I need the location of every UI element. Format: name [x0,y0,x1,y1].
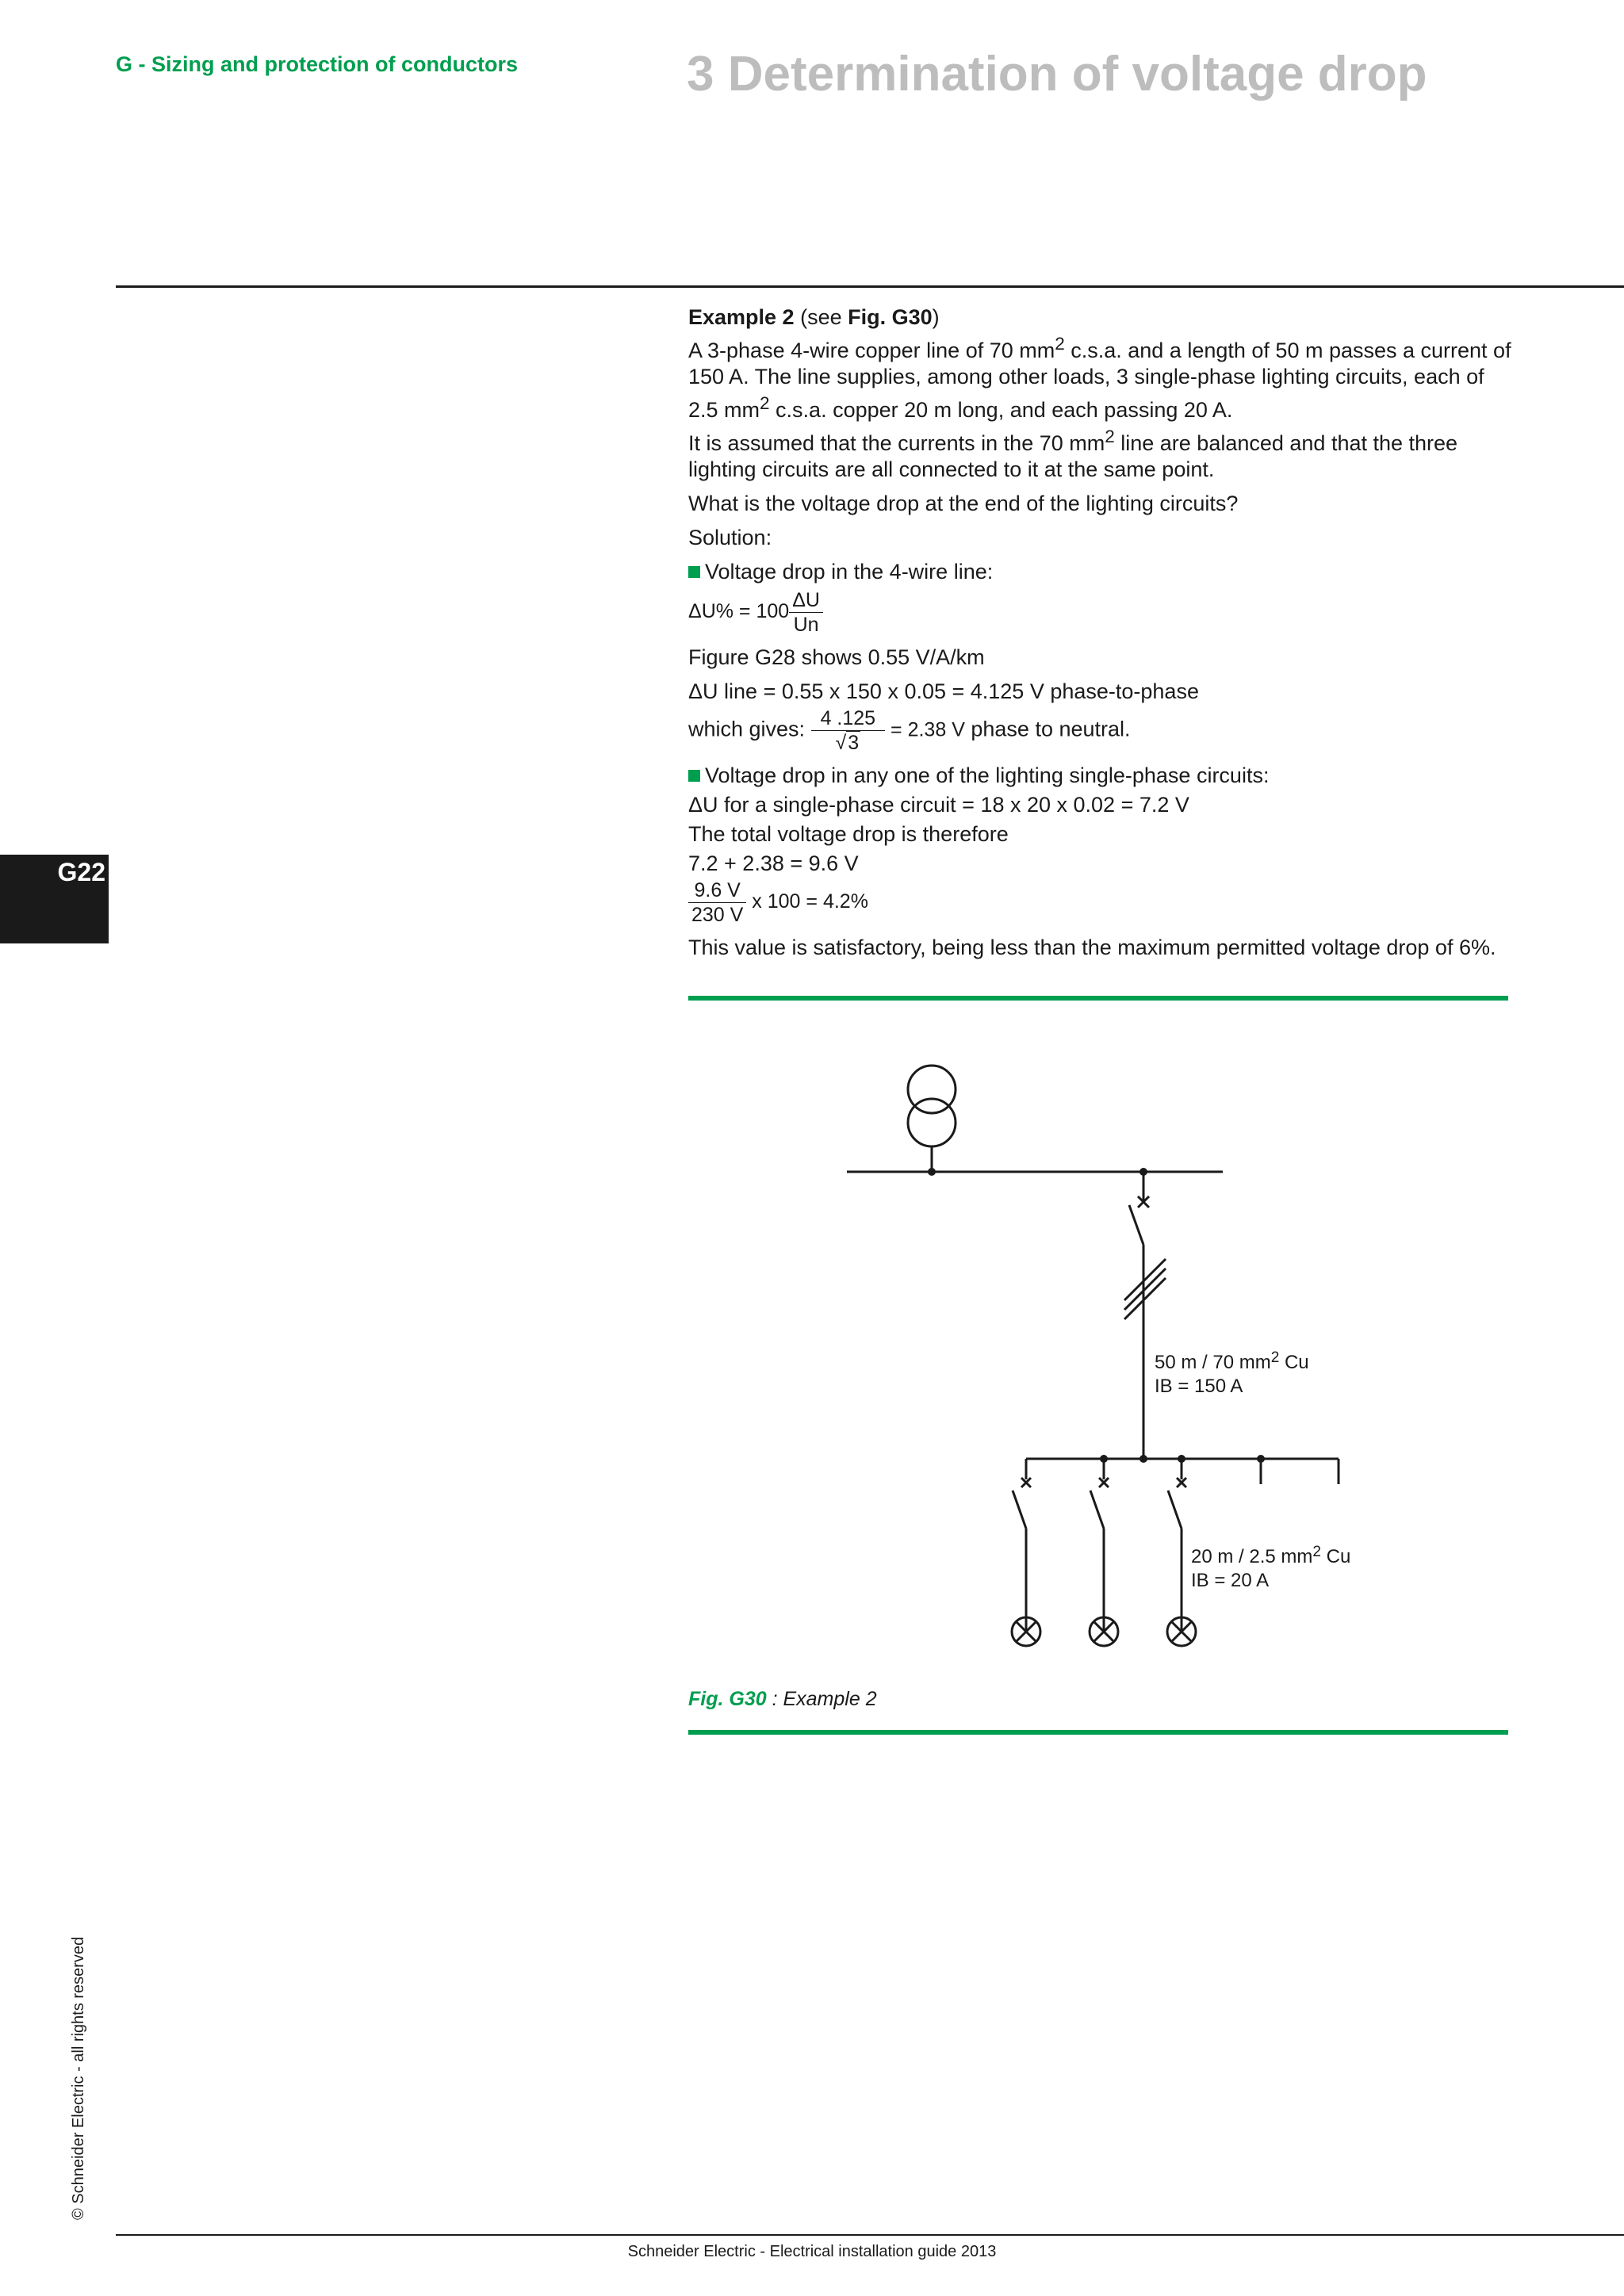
example-heading [688,304,1513,331]
bullet-square-icon [688,770,700,782]
delta-u-single: ΔU for a single-phase circuit = 18 x 20 x 0.02 = 7.2 V [688,793,1189,817]
conclusion: This value is satisfactory, being less than the maximum permitted voltage drop of 6%. [688,936,1496,959]
figure-reference: Fig. G30 [848,305,933,329]
text-run: line are balanced and that the three lighting circuits are all connected to it at the same point. [688,431,1458,481]
denominator: Un [793,614,819,636]
superscript: 2 [1055,334,1065,354]
chapter-title: 3 Determination of voltage drop [687,47,1427,101]
paragraph-assumption [688,423,1513,483]
page-number-tab [0,855,109,943]
example-body [688,304,1513,961]
figure-caption-text: : Example 2 [766,1688,877,1710]
example-title: Example 2 [688,305,795,329]
total-text: The total voltage drop is therefore [688,822,1009,846]
four-wire-tick-icon [1124,1278,1166,1319]
numerator: 9.6 V [688,878,746,903]
figure-ref: Fig. G30 [688,1688,767,1710]
text-run: It is assumed that the currents in the 70 mm [688,431,1105,455]
phase-neutral-formula [688,706,1513,755]
numerator: 4 .125 [811,706,886,731]
footer-text [0,2243,1624,2261]
footer-rule [116,2234,1624,2236]
bullet-four-wire [688,559,1513,585]
figure-caption [688,1688,877,1711]
solution-label: Solution: [688,526,772,549]
section-label: G - Sizing and protection of conductors [116,52,518,76]
percent-result-formula [688,878,1513,927]
superscript: 2 [1105,427,1115,446]
transformer-secondary-icon [908,1099,956,1146]
breaker-blade [1013,1490,1026,1529]
breaker-blade [1129,1205,1143,1245]
formula-rest: x 100 = 4.2% [746,890,868,913]
copyright-notice: © Schneider Electric - all rights reserved [70,1936,87,2220]
header-rule [116,285,1624,288]
formula-result: = 2.38 V [885,718,965,741]
figure-bottom-rule [688,1730,1508,1735]
gives-label: which gives: [688,717,811,741]
figure-g28-line: Figure G28 shows 0.55 V/A/km [688,645,985,669]
fraction [688,878,746,927]
numerator: ΔU [789,588,823,613]
four-wire-tick-icon [1124,1269,1166,1310]
total-sum: 7.2 + 2.38 = 9.6 V [688,851,859,875]
radicand: 3 [848,732,860,754]
see-text: (see [794,305,848,329]
junction-dot [1139,1168,1147,1176]
junction-dot [928,1168,936,1176]
bullet-text: Voltage drop in the 4-wire line: [705,560,994,584]
paragraph-line-description [688,331,1513,423]
formula-lhs: ΔU% = 100 [688,600,790,623]
branch-line-label: 20 m / 2.5 $mm^2$ Cu [1191,1544,1351,1567]
breaker-blade [1168,1490,1182,1529]
breaker-blade [1090,1490,1104,1529]
bullet-single-phase [688,763,1513,789]
footer-label: Schneider Electric - Electrical installation guide 2013 [627,2243,997,2260]
denominator [811,731,886,755]
circuit-diagram [825,1039,1380,1665]
junction-dot [1178,1455,1185,1463]
denominator: 230 V [691,904,744,926]
main-current-label: IB = 150 A [1155,1376,1243,1397]
four-wire-tick-icon [1124,1259,1166,1300]
paren-close: ) [932,305,940,329]
main-line-label: 50 m / 70 $mm^2$ Cu [1155,1349,1309,1373]
junction-dot [1139,1455,1147,1463]
bullet-square-icon [688,566,700,578]
formula-suffix: phase to neutral. [964,717,1131,741]
delta-u-line: ΔU line = 0.55 x 150 x 0.05 = 4.125 V phase-to-phase [688,679,1199,703]
junction-dot [1100,1455,1108,1463]
fraction [789,588,823,637]
superscript: 2 [760,393,770,413]
text-run: A 3-phase 4-wire copper line of 70 mm [688,339,1055,362]
text-run: c.s.a. copper 20 m long, and each passing 20 A. [769,398,1233,422]
page-number: G22 [57,858,105,886]
question: What is the voltage drop at the end of the lighting circuits? [688,492,1239,515]
junction-dot [1257,1455,1265,1463]
sqrt-icon: √ [835,732,847,754]
formula-percent [688,588,1513,637]
figure-top-rule [688,996,1508,1001]
fraction [811,706,886,755]
text-run: c.s.a. and a length of 50 m passes a current of 150 A. The line supplies, among other loads, 3 single-phase lighting circuits, each of 2.5 mm [688,339,1511,422]
branch-current-label: IB = 20 A [1191,1570,1270,1591]
bullet-text: Voltage drop in any one of the lighting single-phase circuits: [705,763,1270,787]
